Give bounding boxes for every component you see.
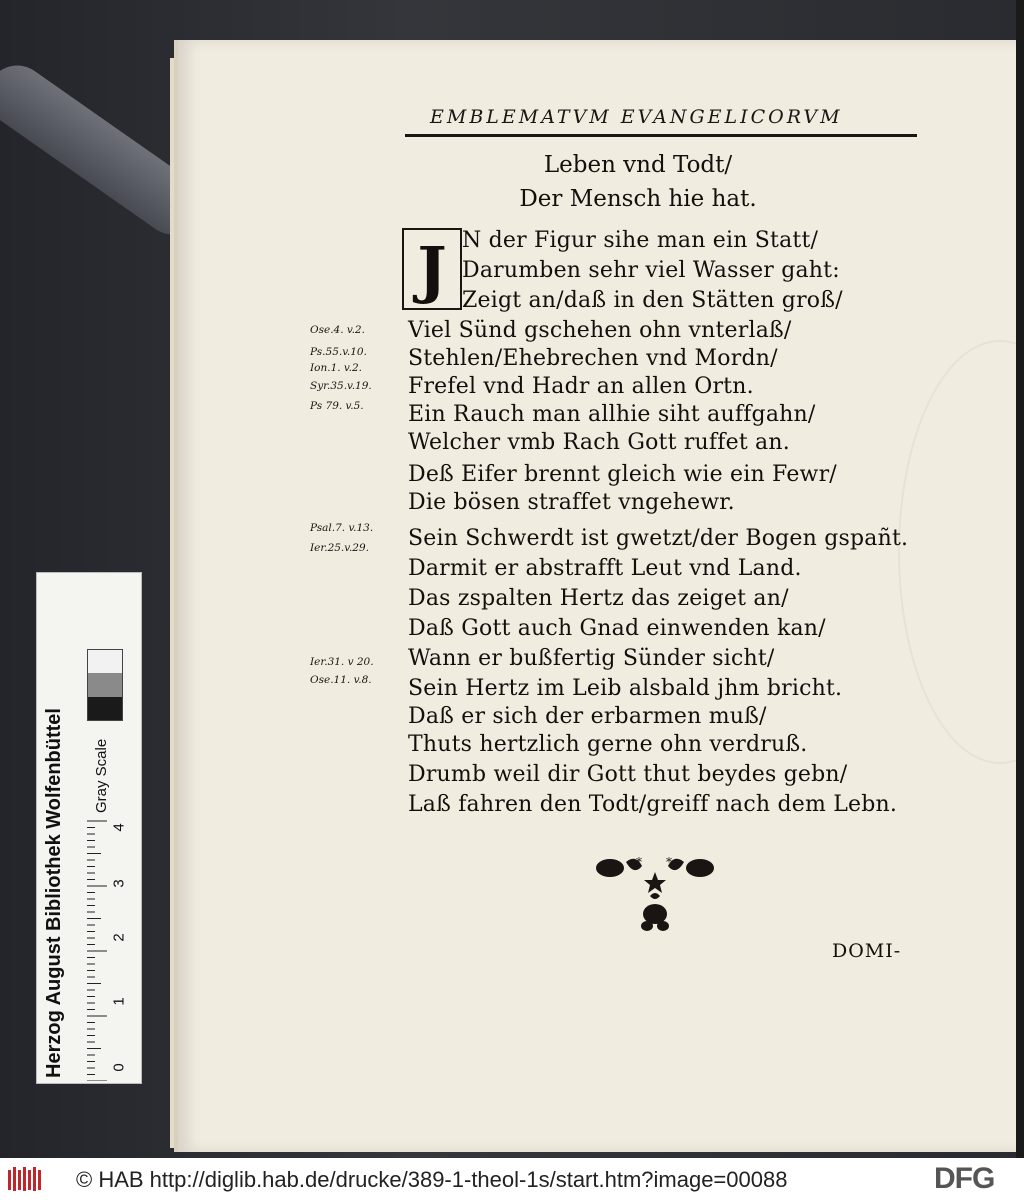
verse-line: Viel Sünd gschehen ohn vnterlaß/ <box>408 318 792 343</box>
verse-line: Darumben sehr viel Wasser gaht: <box>462 258 840 283</box>
verse-line: Daß Gott auch Gnad einwenden kan/ <box>408 616 826 641</box>
verse-line: Welcher vmb Rach Gott ruffet an. <box>408 430 790 455</box>
scale-number: 4 <box>110 823 128 832</box>
verse-line: Sein Schwerdt ist gwetzt/der Bogen gspañt. <box>408 526 909 551</box>
svg-text:*: * <box>666 855 672 869</box>
show-through-circle <box>898 340 1024 764</box>
verse-line: Stehlen/Ehebrechen vnd Mordn/ <box>408 346 778 371</box>
margin-reference: Ier.25.v.29. <box>310 542 369 554</box>
verse-line: N der Figur sihe man ein Statt/ <box>462 228 819 253</box>
scale-number: 3 <box>110 879 128 888</box>
head-rule <box>405 134 917 137</box>
margin-reference: Ps.55.v.10. <box>310 346 367 358</box>
verse-line: Laß fahren den Todt/greiff nach dem Lebn. <box>408 792 898 817</box>
margin-reference: Ps 79. v.5. <box>310 400 364 412</box>
verse-line: Daß er sich der erbarmen muß/ <box>408 704 767 729</box>
verse-line: Ein Rauch man allhie siht auffgahn/ <box>408 402 816 427</box>
verse-line: Frefel vnd Hadr an allen Ortn. <box>408 374 754 399</box>
verse-line: Thuts hertzlich gerne ohn verdruß. <box>408 732 808 757</box>
gray-scale-label: Gray Scale <box>93 738 110 813</box>
scale-number: 0 <box>110 1063 128 1072</box>
drop-cap: J <box>402 228 462 310</box>
verse-line: Deß Eifer brennt gleich wie ein Fewr/ <box>408 462 837 487</box>
right-binding-strip <box>1016 0 1024 1158</box>
ruler-ticks <box>85 819 121 1081</box>
dfg-logo: DFG <box>934 1162 995 1195</box>
ruler-title: Herzog August Bibliothek Wolfenbüttel <box>43 708 65 1078</box>
footer-bar <box>0 1158 1024 1200</box>
verse-line: Wann er bußfertig Sünder sicht/ <box>408 646 775 671</box>
running-head: EMBLEMATVM EVANGELICORVM <box>430 106 843 128</box>
verse-line: Drumb weil dir Gott thut beydes gebn/ <box>408 762 848 787</box>
scale-number: 2 <box>110 933 128 942</box>
verse-line: Darmit er abstrafft Leut vnd Land. <box>408 556 802 581</box>
scale-ruler <box>36 572 142 1084</box>
margin-reference: Ose.11. v.8. <box>310 674 372 686</box>
verse-line: Zeigt an/daß in den Stätten groß/ <box>462 288 843 313</box>
title-line-2: Der Mensch hie hat. <box>519 186 757 212</box>
scale-number: 1 <box>110 997 128 1006</box>
fleuron-ornament-icon <box>592 852 718 932</box>
verse-line: Sein Hertz im Leib alsbald jhm bricht. <box>408 676 843 701</box>
verse-line: Die bösen straffet vngehewr. <box>408 490 735 515</box>
margin-reference: Ier.31. v 20. <box>310 656 374 668</box>
verse-line: Das zspalten Hertz das zeiget an/ <box>408 586 789 611</box>
hab-logo-icon <box>6 1164 46 1194</box>
margin-reference: Ose.4. v.2. <box>310 324 365 336</box>
margin-reference: Ion.1. v.2. <box>310 362 362 374</box>
margin-reference: Syr.35.v.19. <box>310 380 372 392</box>
margin-reference: Psal.7. v.13. <box>310 522 374 534</box>
source-credit: © HAB http://diglib.hab.de/drucke/389-1-theol-1s/start.htm?image=00088 <box>76 1167 788 1192</box>
title-line-1: Leben vnd Todt/ <box>543 152 733 178</box>
catchword: DOMI- <box>832 940 902 962</box>
svg-text:*: * <box>636 855 642 869</box>
